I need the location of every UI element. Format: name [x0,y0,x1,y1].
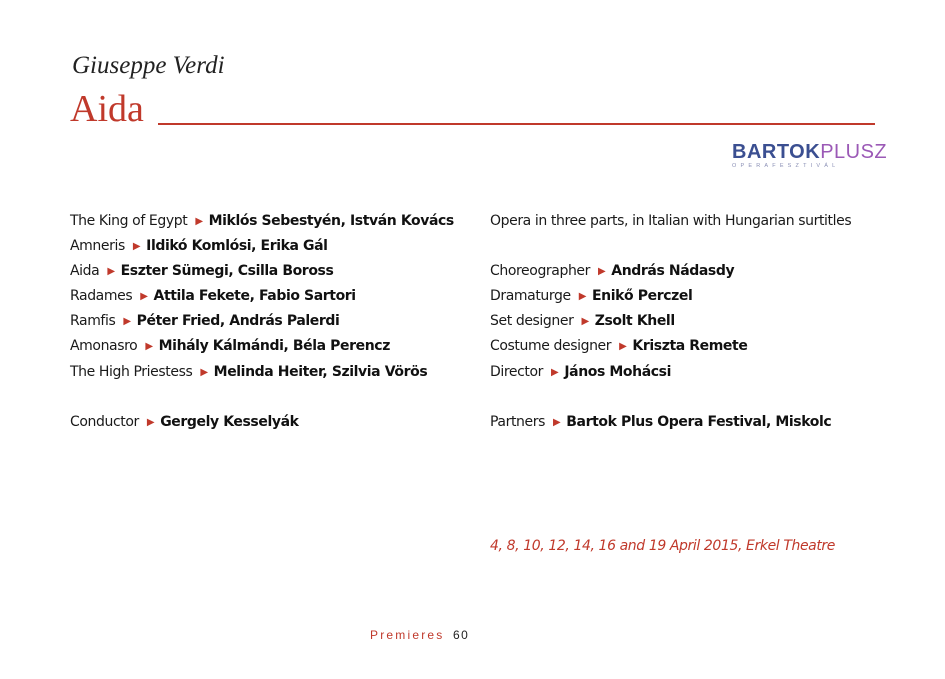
crew-name: Zsolt Khell [594,313,675,330]
triangle-right-icon: ▶ [107,266,115,278]
performer-names: Mihály Kálmándi, Béla Perencz [158,338,390,355]
cast-column [70,209,475,435]
conductor-row [70,410,475,435]
role-label: Director [490,363,544,380]
logo-tagline: OPERAFESZTIVÁL [732,163,840,169]
spacer [490,385,890,410]
title-rule [158,123,875,125]
spacer [490,234,890,259]
performance-dates: 4, 8, 10, 12, 14, 16 and 19 April 2015, Erkel Theatre [490,538,835,554]
festival-logo [732,141,888,170]
triangle-right-icon: ▶ [598,266,606,278]
partners-row [490,410,890,435]
triangle-right-icon: ▶ [200,366,208,378]
logo-brand-light: PLUSZ [820,141,888,163]
triangle-right-icon: ▶ [551,366,559,378]
crew-row [490,309,890,334]
role-label: The King of Egypt [70,213,188,229]
role-label: Radames [70,288,133,305]
triangle-right-icon: ▶ [581,316,589,328]
cast-row [70,334,475,359]
performer-names: Attila Fekete, Fabio Sartori [153,288,356,305]
triangle-right-icon: ▶ [145,341,153,353]
logo-brand-bold: BARTOK [732,141,821,163]
crew-name: János Mohácsi [564,363,671,380]
triangle-right-icon: ▶ [123,316,131,328]
crew-row [490,284,890,309]
crew-row [490,259,890,284]
cast-row [70,234,475,259]
page-number: 60 [453,628,470,642]
composer-name: Giuseppe Verdi [72,52,225,79]
role-label: Amonasro [70,338,138,355]
performer-names: Eszter Sümegi, Csilla Boross [120,263,334,280]
role-label: Amneris [70,238,125,255]
crew-name: Kriszta Remete [632,338,748,355]
role-label: Choreographer [490,263,590,280]
triangle-right-icon: ▶ [146,416,155,428]
role-label: Ramfis [70,313,116,330]
role-label: Conductor [70,413,139,430]
partners-name: Bartok Plus Opera Festival, Miskolc [566,413,832,430]
performer-names: Melinda Heiter, Szilvia Vörös [213,363,428,380]
crew-name: András Nádasdy [611,263,735,280]
role-label: The High Priestess [70,363,193,380]
role-label: Set designer [490,313,574,330]
crew-name: Enikő Perczel [592,288,693,305]
role-label: Partners [490,413,545,430]
cast-row [70,360,475,385]
performer-names: Ildikó Komlósi, Erika Gál [146,238,328,255]
triangle-right-icon: ▶ [552,416,561,428]
footer-section-label: Premieres [370,628,445,642]
triangle-right-icon: ▶ [132,241,141,253]
triangle-right-icon: ▶ [195,216,203,227]
role-label: Costume designer [490,338,612,355]
triangle-right-icon: ▶ [140,291,148,303]
triangle-right-icon: ▶ [619,341,627,353]
crew-row [490,360,890,385]
spacer [70,385,475,410]
production-column [490,209,890,435]
role-label: Dramaturge [490,288,571,305]
performer-names: Péter Fried, András Palerdi [136,313,340,330]
cast-row [70,209,475,234]
cast-row [70,284,475,309]
conductor-name: Gergely Kesselyák [160,413,299,430]
role-label: Aida [70,263,100,280]
opera-description: Opera in three parts, in Italian with Hungarian surtitles [490,213,852,229]
crew-row [490,334,890,359]
triangle-right-icon: ▶ [578,291,587,303]
performer-names: Miklós Sebestyén, István Kovács [208,213,454,229]
cast-row [70,259,475,284]
logo-wordmark [732,141,888,163]
cast-row [70,309,475,334]
opera-title: Aida [70,88,144,130]
